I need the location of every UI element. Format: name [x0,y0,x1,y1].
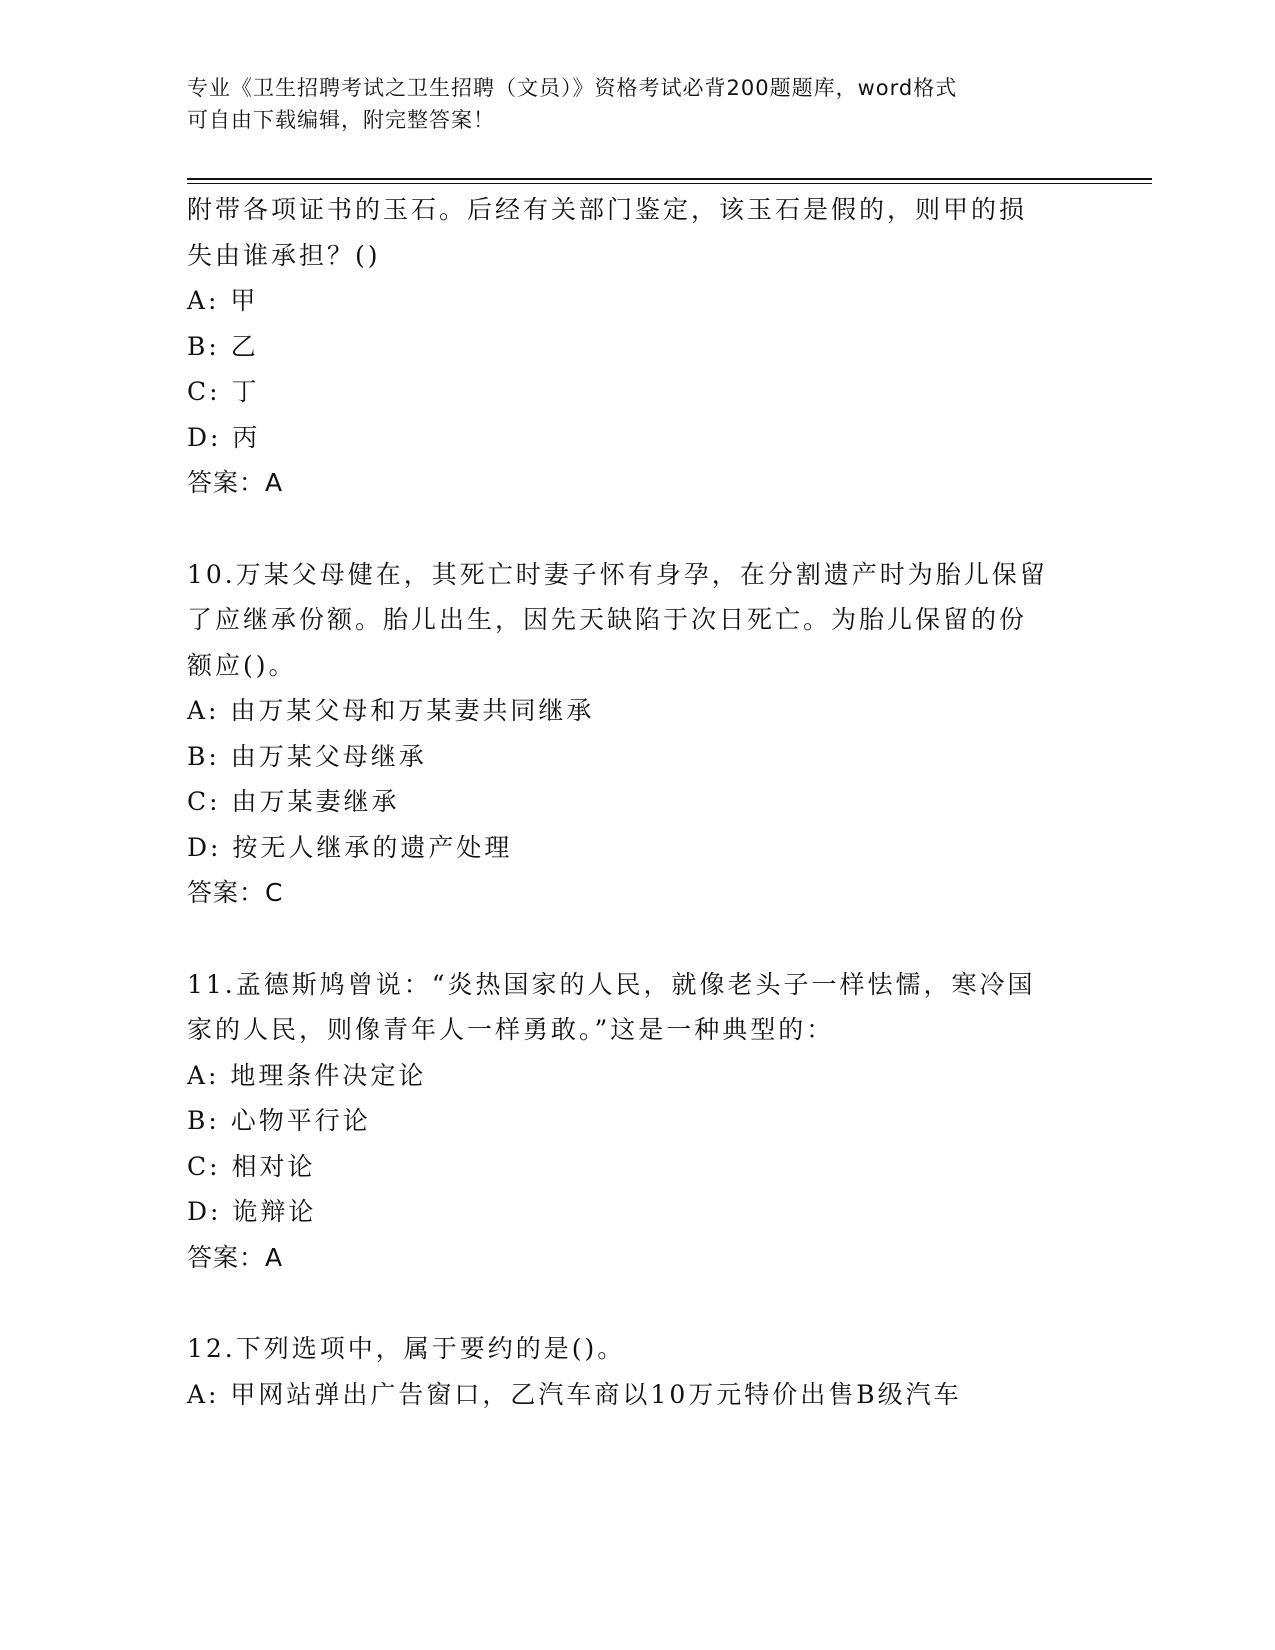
question-text-line: 附带各项证书的玉石。后经有关部门鉴定，该玉石是假的，则甲的损 [187,195,1028,224]
option-b: B: 心物平行论 [187,1106,371,1135]
header-title-line-2: 可自由下载编辑，附完整答案！ [187,108,495,132]
spacer [187,916,1087,962]
spacer [187,506,1087,552]
answer-line: 答案：A [187,468,284,497]
question-continued [187,187,1087,506]
question-text-line: 家的人民，则像青年人一样勇敢。”这是一种典型的： [187,1015,835,1044]
question-10 [187,552,1087,916]
header-rule-thin [187,183,1152,184]
document-header [187,72,1087,136]
option-b: B: 由万某父母继承 [187,741,427,771]
question-text-line: 12.下列选项中，属于要约的是()。 [187,1334,626,1363]
option-a: A: 由万某父母和万某妻共同继承 [187,696,595,725]
answer-line: 答案：C [187,878,284,907]
option-c: C: 相对论 [187,1151,316,1181]
spacer [187,1280,1087,1326]
document-body [187,187,1087,1417]
option-a: A: 地理条件决定论 [187,1060,427,1090]
question-text-line: 了应继承份额。胎儿出生，因先天缺陷于次日死亡。为胎儿保留的份 [187,605,1028,634]
question-text-line: 10.万某父母健在，其死亡时妻子怀有身孕，在分割遗产时为胎儿保留 [187,559,1048,589]
option-c: C: 丁 [187,377,260,406]
option-d: D: 按无人继承的遗产处理 [187,832,513,862]
option-b: B: 乙 [187,331,259,361]
option-c: C: 由万某妻继承 [187,787,400,816]
option-d: D: 诡辩论 [187,1197,317,1226]
option-a: A: 甲 [187,286,259,315]
question-text-line: 额应()。 [187,650,297,680]
answer-line: 答案：A [187,1242,284,1272]
question-11 [187,962,1087,1281]
question-12 [187,1326,1087,1417]
header-rule-thick [187,178,1152,180]
option-a: A: 甲网站弹出广告窗口，乙汽车商以10万元特价出售B级汽车 [187,1379,962,1409]
option-d: D: 丙 [187,422,261,452]
question-text-line: 11.孟德斯鸠曾说：“炎热国家的人民，就像老头子一样怯懦，寒冷国 [187,969,1036,999]
header-title-line-1: 专业《卫生招聘考试之卫生招聘（文员）》资格考试必背200题题库，word格式 [187,76,958,100]
question-text-line: 失由谁承担？() [187,240,381,270]
